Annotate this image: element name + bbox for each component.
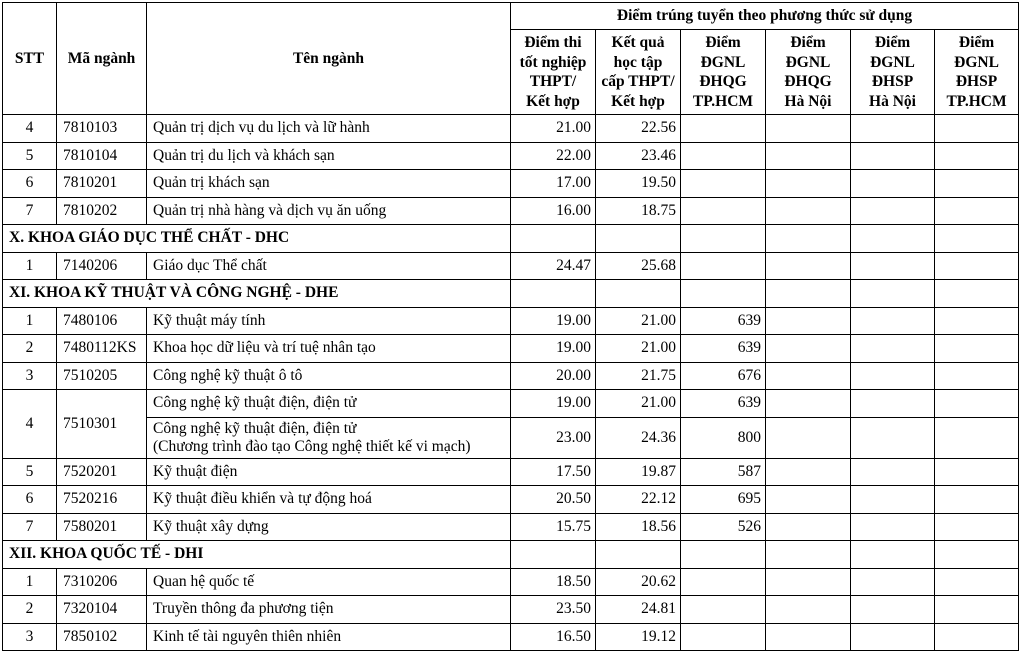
major-code-cell: 7520201: [57, 458, 147, 486]
empty-cell: [511, 225, 596, 253]
major-code-cell: 7320104: [57, 596, 147, 624]
empty-cell: [766, 568, 851, 596]
score-hoc-ba-cell: 18.75: [596, 197, 681, 225]
score-thpt-cell: 20.50: [511, 486, 596, 514]
empty-cell: [935, 225, 1019, 253]
table-row: [3, 568, 1019, 596]
major-name-cell: Công nghệ kỹ thuật ô tô: [147, 362, 511, 390]
major-name-cell: Kỹ thuật máy tính: [147, 307, 511, 335]
score-dgnl-hcm-cell: [681, 623, 766, 651]
score-hoc-ba-cell: 19.50: [596, 170, 681, 198]
header-name: Tên ngành: [147, 3, 511, 115]
empty-cell: [766, 623, 851, 651]
major-name-cell: Công nghệ kỹ thuật điện, điện tử: [147, 390, 511, 418]
stt-cell: 1: [3, 252, 57, 280]
stt-cell: 5: [3, 458, 57, 486]
score-dgnl-hcm-cell: [681, 170, 766, 198]
empty-cell: [851, 142, 935, 170]
major-name-cell: Giáo dục Thể chất: [147, 252, 511, 280]
header-line: Kết hợp: [611, 92, 665, 110]
header-line: ĐHSP: [871, 73, 914, 90]
major-code-cell: 7510205: [57, 362, 147, 390]
stt-cell: 4: [3, 390, 57, 459]
score-hoc-ba-cell: 19.87: [596, 458, 681, 486]
major-name-subline: (Chương trình đào tạo Công nghệ thiết kế vi mạch): [153, 437, 471, 455]
table-row: [3, 335, 1019, 363]
header-line: Điểm thi: [524, 34, 582, 51]
empty-cell: [851, 458, 935, 486]
score-dgnl-hcm-cell: 695: [681, 486, 766, 514]
empty-cell: [511, 280, 596, 308]
stt-cell: 2: [3, 335, 57, 363]
header-method-thpt: [511, 30, 596, 115]
header-line: ĐGNL: [785, 53, 831, 71]
major-code-cell: 7810201: [57, 170, 147, 198]
empty-cell: [935, 197, 1019, 225]
stt-cell: 4: [3, 115, 57, 143]
stt-cell: 6: [3, 486, 57, 514]
table-row: [3, 142, 1019, 170]
section-row: [3, 280, 1019, 308]
empty-cell: [766, 252, 851, 280]
empty-cell: [935, 458, 1019, 486]
header-line: TP.HCM: [946, 92, 1007, 110]
major-name-cell: Quản trị nhà hàng và dịch vụ ăn uống: [147, 197, 511, 225]
header-line: Điểm: [790, 34, 826, 51]
header-line: ĐGNL: [700, 53, 746, 71]
empty-cell: [851, 115, 935, 143]
header-method-group: Điểm trúng tuyển theo phương thức sử dụng: [511, 3, 1019, 30]
section-row: [3, 225, 1019, 253]
major-name-cell: Khoa học dữ liệu và trí tuệ nhân tạo: [147, 335, 511, 363]
header-line: ĐHQG: [699, 73, 747, 90]
score-thpt-cell: 23.50: [511, 596, 596, 624]
major-code-cell: 7580201: [57, 513, 147, 541]
stt-cell: 6: [3, 170, 57, 198]
empty-cell: [851, 596, 935, 624]
empty-cell: [851, 568, 935, 596]
score-hoc-ba-cell: 22.12: [596, 486, 681, 514]
empty-cell: [766, 307, 851, 335]
score-hoc-ba-cell: 20.62: [596, 568, 681, 596]
major-name-line: Công nghệ kỹ thuật điện, điện tử: [153, 419, 357, 437]
major-code-cell: 7310206: [57, 568, 147, 596]
score-dgnl-hcm-cell: [681, 115, 766, 143]
empty-cell: [511, 541, 596, 569]
header-line: ĐHSP: [955, 73, 998, 90]
header-method-dgnl-hcm: [681, 30, 766, 115]
stt-cell: 1: [3, 307, 57, 335]
empty-cell: [935, 335, 1019, 363]
empty-cell: [766, 596, 851, 624]
empty-cell: [935, 596, 1019, 624]
empty-cell: [766, 115, 851, 143]
score-dgnl-hcm-cell: [681, 197, 766, 225]
header-method-dgnl-hn: [766, 30, 851, 115]
score-hoc-ba-cell: 22.56: [596, 115, 681, 143]
major-code-cell: 7510301: [57, 390, 147, 459]
major-name-cell: Quản trị du lịch và khách sạn: [147, 142, 511, 170]
empty-cell: [851, 335, 935, 363]
empty-cell: [935, 307, 1019, 335]
score-hoc-ba-cell: 24.36: [596, 417, 681, 458]
stt-cell: 2: [3, 596, 57, 624]
table-row: [3, 596, 1019, 624]
score-thpt-cell: 17.50: [511, 458, 596, 486]
major-code-cell: 7810103: [57, 115, 147, 143]
empty-cell: [851, 197, 935, 225]
empty-cell: [681, 225, 766, 253]
major-name-cell: Kinh tế tài nguyên thiên nhiên: [147, 623, 511, 651]
empty-cell: [766, 417, 851, 458]
empty-cell: [935, 623, 1019, 651]
score-dgnl-hcm-cell: [681, 142, 766, 170]
header-line: Kết quả: [611, 34, 665, 51]
header-line: Điểm: [705, 34, 741, 51]
score-thpt-cell: 21.00: [511, 115, 596, 143]
major-name-cell: Quản trị dịch vụ du lịch và lữ hành: [147, 115, 511, 143]
empty-cell: [596, 280, 681, 308]
empty-cell: [766, 142, 851, 170]
stt-cell: 3: [3, 623, 57, 651]
section-row: [3, 541, 1019, 569]
score-hoc-ba-cell: 24.81: [596, 596, 681, 624]
empty-cell: [935, 486, 1019, 514]
score-hoc-ba-cell: 19.12: [596, 623, 681, 651]
empty-cell: [935, 568, 1019, 596]
stt-cell: 7: [3, 197, 57, 225]
header-line: TP.HCM: [692, 92, 754, 110]
major-code-cell: 7850102: [57, 623, 147, 651]
table-row: [3, 486, 1019, 514]
score-dgnl-hcm-cell: 639: [681, 307, 766, 335]
empty-cell: [766, 362, 851, 390]
header-line: học tập: [613, 53, 663, 71]
major-code-cell: 7810202: [57, 197, 147, 225]
major-name-cell: Quản trị khách sạn: [147, 170, 511, 198]
table-row: [3, 197, 1019, 225]
empty-cell: [851, 362, 935, 390]
score-dgnl-hcm-cell: 676: [681, 362, 766, 390]
empty-cell: [851, 623, 935, 651]
score-thpt-cell: 17.00: [511, 170, 596, 198]
score-thpt-cell: 20.00: [511, 362, 596, 390]
table-row: [3, 362, 1019, 390]
empty-cell: [935, 541, 1019, 569]
empty-cell: [851, 417, 935, 458]
stt-cell: 1: [3, 568, 57, 596]
score-dgnl-hcm-cell: 639: [681, 335, 766, 363]
empty-cell: [851, 486, 935, 514]
score-thpt-cell: 24.47: [511, 252, 596, 280]
header-line: tốt nghiệp: [519, 53, 587, 71]
score-hoc-ba-cell: 21.00: [596, 335, 681, 363]
empty-cell: [935, 142, 1019, 170]
header-line: cấp THPT/: [601, 73, 675, 90]
table-row: [3, 170, 1019, 198]
empty-cell: [851, 225, 935, 253]
table-row: [3, 252, 1019, 280]
stt-cell: 3: [3, 362, 57, 390]
score-thpt-cell: 15.75: [511, 513, 596, 541]
empty-cell: [766, 541, 851, 569]
header-method-dhsp-hn: [851, 30, 935, 115]
major-name-cell: Kỹ thuật điều khiển và tự động hoá: [147, 486, 511, 514]
table-row: [3, 417, 1019, 458]
section-title: XI. KHOA KỸ THUẬT VÀ CÔNG NGHỆ - DHE: [3, 280, 511, 308]
empty-cell: [935, 170, 1019, 198]
section-title: XII. KHOA QUỐC TẾ - DHI: [3, 541, 511, 569]
empty-cell: [935, 115, 1019, 143]
header-method-hoc-ba: [596, 30, 681, 115]
score-thpt-cell: 18.50: [511, 568, 596, 596]
empty-cell: [851, 541, 935, 569]
empty-cell: [935, 513, 1019, 541]
empty-cell: [766, 513, 851, 541]
empty-cell: [851, 390, 935, 418]
header-line: ĐGNL: [870, 53, 915, 71]
empty-cell: [851, 252, 935, 280]
table-row: [3, 458, 1019, 486]
score-hoc-ba-cell: 21.00: [596, 307, 681, 335]
header-code: Mã ngành: [57, 3, 147, 115]
score-thpt-cell: 19.00: [511, 390, 596, 418]
stt-cell: 5: [3, 142, 57, 170]
empty-cell: [596, 541, 681, 569]
score-dgnl-hcm-cell: 587: [681, 458, 766, 486]
table-row: [3, 513, 1019, 541]
major-name-cell: Quan hệ quốc tế: [147, 568, 511, 596]
admission-scores-table: [2, 2, 1019, 651]
major-name-cell: Kỹ thuật điện: [147, 458, 511, 486]
empty-cell: [935, 280, 1019, 308]
empty-cell: [935, 252, 1019, 280]
score-thpt-cell: 23.00: [511, 417, 596, 458]
major-name-cell: Truyền thông đa phương tiện: [147, 596, 511, 624]
major-code-cell: 7480106: [57, 307, 147, 335]
empty-cell: [851, 170, 935, 198]
empty-cell: [766, 458, 851, 486]
header-line: THPT/: [529, 73, 577, 90]
score-dgnl-hcm-cell: [681, 596, 766, 624]
empty-cell: [596, 225, 681, 253]
major-code-cell: 7810104: [57, 142, 147, 170]
empty-cell: [681, 280, 766, 308]
score-dgnl-hcm-cell: 526: [681, 513, 766, 541]
header-line: Điểm: [958, 34, 995, 51]
major-code-cell: 7520216: [57, 486, 147, 514]
table-row: [3, 390, 1019, 418]
empty-cell: [935, 362, 1019, 390]
table-row: [3, 307, 1019, 335]
empty-cell: [766, 486, 851, 514]
major-name-cell: Kỹ thuật xây dựng: [147, 513, 511, 541]
header-stt: STT: [3, 3, 57, 115]
header-line: Kết hợp: [526, 92, 580, 110]
score-dgnl-hcm-cell: 639: [681, 390, 766, 418]
empty-cell: [766, 225, 851, 253]
score-thpt-cell: 16.50: [511, 623, 596, 651]
header-method-dhsp-hcm: [935, 30, 1019, 115]
score-hoc-ba-cell: 18.56: [596, 513, 681, 541]
empty-cell: [851, 307, 935, 335]
score-thpt-cell: 19.00: [511, 335, 596, 363]
empty-cell: [766, 170, 851, 198]
empty-cell: [851, 280, 935, 308]
header-line: Hà Nội: [784, 92, 832, 110]
stt-cell: 7: [3, 513, 57, 541]
score-hoc-ba-cell: 21.75: [596, 362, 681, 390]
header-line: Hà Nội: [869, 92, 916, 110]
section-title: X. KHOA GIÁO DỤC THỂ CHẤT - DHC: [3, 225, 511, 253]
score-thpt-cell: 19.00: [511, 307, 596, 335]
table-row: [3, 115, 1019, 143]
empty-cell: [766, 390, 851, 418]
score-thpt-cell: 22.00: [511, 142, 596, 170]
major-code-cell: 7480112KS: [57, 335, 147, 363]
empty-cell: [766, 335, 851, 363]
empty-cell: [851, 513, 935, 541]
score-dgnl-hcm-cell: [681, 568, 766, 596]
table-row: [3, 623, 1019, 651]
header-row: [3, 3, 1019, 30]
empty-cell: [766, 197, 851, 225]
score-dgnl-hcm-cell: 800: [681, 417, 766, 458]
major-code-cell: 7140206: [57, 252, 147, 280]
empty-cell: [766, 280, 851, 308]
score-hoc-ba-cell: 23.46: [596, 142, 681, 170]
score-thpt-cell: 16.00: [511, 197, 596, 225]
empty-cell: [681, 541, 766, 569]
score-hoc-ba-cell: 25.68: [596, 252, 681, 280]
empty-cell: [935, 390, 1019, 418]
header-line: ĐGNL: [954, 53, 999, 71]
major-name-cell: [147, 417, 511, 458]
header-line: ĐHQG: [784, 73, 832, 90]
header-line: Điểm: [874, 34, 911, 51]
score-dgnl-hcm-cell: [681, 252, 766, 280]
empty-cell: [935, 417, 1019, 458]
score-hoc-ba-cell: 21.00: [596, 390, 681, 418]
